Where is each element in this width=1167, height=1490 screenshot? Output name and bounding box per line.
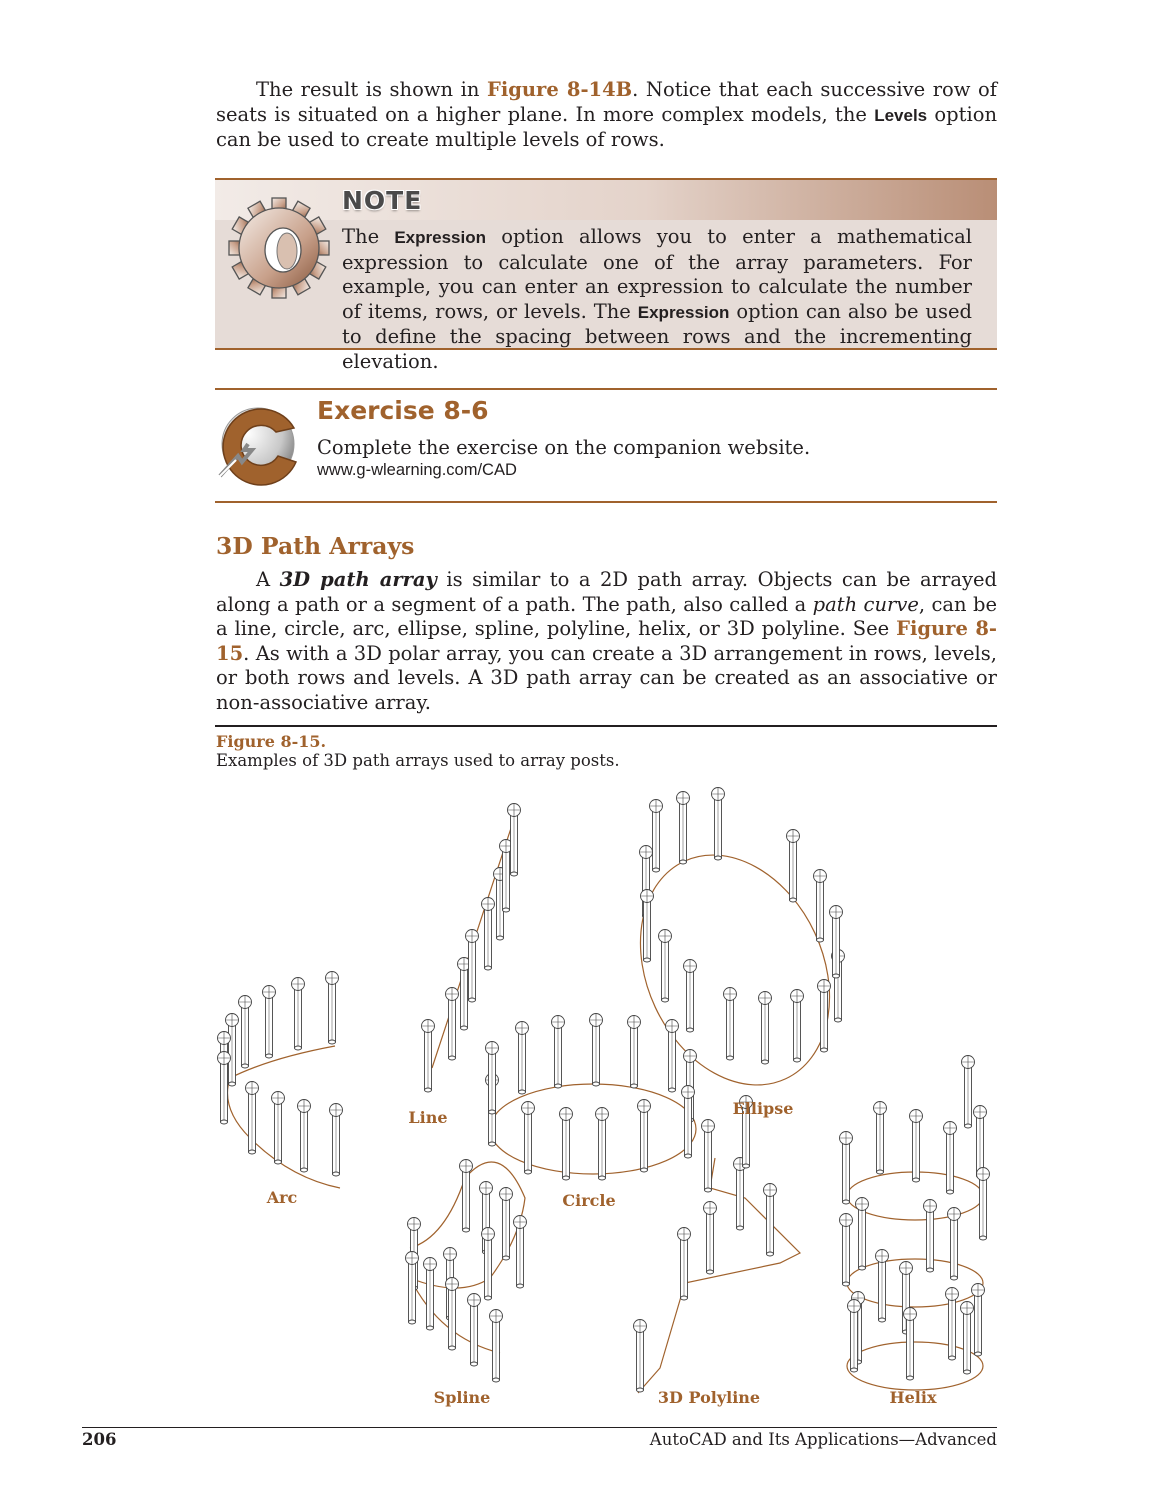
post	[326, 972, 339, 1045]
post	[944, 1122, 957, 1195]
post	[666, 1020, 679, 1093]
post	[924, 1200, 937, 1273]
label-polyline: 3D Polyline	[657, 1388, 761, 1407]
post	[977, 1168, 990, 1241]
command-name: Expression	[394, 228, 486, 247]
figure-ref-link[interactable]: Figure 8-15	[216, 617, 997, 665]
figure-rule	[215, 725, 997, 727]
figure-illustration	[210, 778, 1010, 1418]
gear-icon	[227, 192, 335, 302]
post	[704, 1202, 717, 1275]
post	[910, 1110, 923, 1183]
label-helix: Helix	[889, 1388, 937, 1407]
book-title: AutoCAD and Its Applications—Advanced	[649, 1430, 997, 1449]
section-heading: 3D Path Arrays	[216, 532, 415, 560]
post	[596, 1108, 609, 1181]
post	[650, 800, 663, 873]
post	[239, 996, 252, 1069]
key-term: path curve	[812, 592, 919, 616]
footer-rule	[82, 1427, 997, 1428]
post	[856, 1198, 869, 1271]
post	[638, 1100, 651, 1173]
post	[424, 1258, 437, 1331]
figure-caption: Examples of 3D path arrays used to array posts.	[216, 751, 620, 770]
post	[641, 890, 654, 963]
post	[659, 930, 672, 1003]
note-box	[215, 178, 997, 373]
post	[218, 1052, 231, 1125]
post	[972, 1284, 985, 1357]
post	[516, 1022, 529, 1095]
post	[948, 1208, 961, 1281]
command-name: Expression	[637, 302, 730, 322]
helix-path-3	[847, 1342, 983, 1390]
exercise-bottom-rule	[215, 501, 997, 503]
post	[468, 1294, 481, 1367]
post	[764, 1184, 777, 1257]
post	[263, 986, 276, 1059]
circle-path	[490, 1084, 696, 1174]
intro-paragraph: The result is shown in Figure 8-14B. Notice that each successive row of seats is situated on a higher plane. In more complex models, the Levels option can be used to create multiple levels of rows.	[216, 78, 997, 151]
label-circle: Circle	[562, 1191, 616, 1210]
post	[552, 1016, 565, 1089]
post	[904, 1308, 917, 1381]
post	[272, 1092, 285, 1165]
post	[876, 1250, 889, 1323]
post	[482, 898, 495, 971]
post	[962, 1056, 975, 1129]
exercise-url-link[interactable]: www.g-wlearning.com/CAD	[317, 461, 517, 479]
companion-website-icon	[214, 398, 306, 488]
label-spline: Spline	[433, 1388, 491, 1407]
post	[702, 1120, 715, 1193]
exercise-title: Exercise 8-6	[317, 396, 489, 425]
key-term: 3D path array	[279, 568, 437, 591]
label-ellipse: Ellipse	[732, 1099, 794, 1118]
post	[560, 1108, 573, 1181]
post	[840, 1132, 853, 1205]
post	[974, 1106, 987, 1179]
post	[330, 1104, 343, 1177]
post	[684, 960, 697, 1033]
post	[292, 978, 305, 1051]
label-arc: Arc	[266, 1188, 298, 1207]
figure-ref-link[interactable]: Figure 8-14B	[486, 78, 633, 101]
note-title: NOTE	[342, 186, 423, 215]
post	[422, 1020, 435, 1093]
post	[787, 830, 800, 903]
helix-path-2	[847, 1259, 983, 1307]
post	[946, 1288, 959, 1361]
post	[677, 792, 690, 865]
command-name: Levels	[874, 105, 928, 125]
post	[759, 992, 772, 1065]
figure-label: Figure 8-15.	[216, 732, 327, 751]
post	[446, 988, 459, 1061]
post	[500, 1188, 513, 1261]
post	[460, 1160, 473, 1233]
post	[298, 1100, 311, 1173]
posts-drawing	[210, 778, 1010, 1418]
note-text: The Expression option allows you to enter a mathematical expression to calculate one of the array parameters. For example, you can enter an expression to calculate the number of items, rows, or levels. The Expression option can also be used to define the spacing between rows and the incrementing elevation.	[342, 225, 972, 373]
post	[961, 1302, 974, 1375]
section-paragraph: A 3D path array is similar to a 2D path array. Objects can be arrayed along a path or a segment of a path. The path, also called a path curve, can be a line, circle, arc, ellipse, spline, polyline, helix, or 3D polyline. See Figure 8-15. As with a 3D polar array, you can create a 3D arrangement in rows, levels, or both rows and levels. A 3D path array can be created as an associative or non-associative array.	[216, 568, 997, 714]
exercise-top-rule	[215, 388, 997, 390]
post	[590, 1014, 603, 1087]
page-number: 206	[82, 1430, 117, 1449]
post	[874, 1102, 887, 1175]
post	[246, 1082, 259, 1155]
post	[522, 1102, 535, 1175]
label-line: Line	[408, 1108, 448, 1127]
post	[734, 1158, 747, 1231]
post	[482, 1228, 495, 1301]
post	[814, 870, 827, 943]
post	[490, 1310, 503, 1383]
post	[634, 1320, 647, 1393]
post	[678, 1228, 691, 1301]
post	[791, 990, 804, 1063]
exercise-text: Complete the exercise on the companion website.	[317, 436, 811, 459]
post	[724, 988, 737, 1061]
post	[628, 1016, 641, 1089]
post	[514, 1216, 527, 1289]
post	[712, 788, 725, 861]
